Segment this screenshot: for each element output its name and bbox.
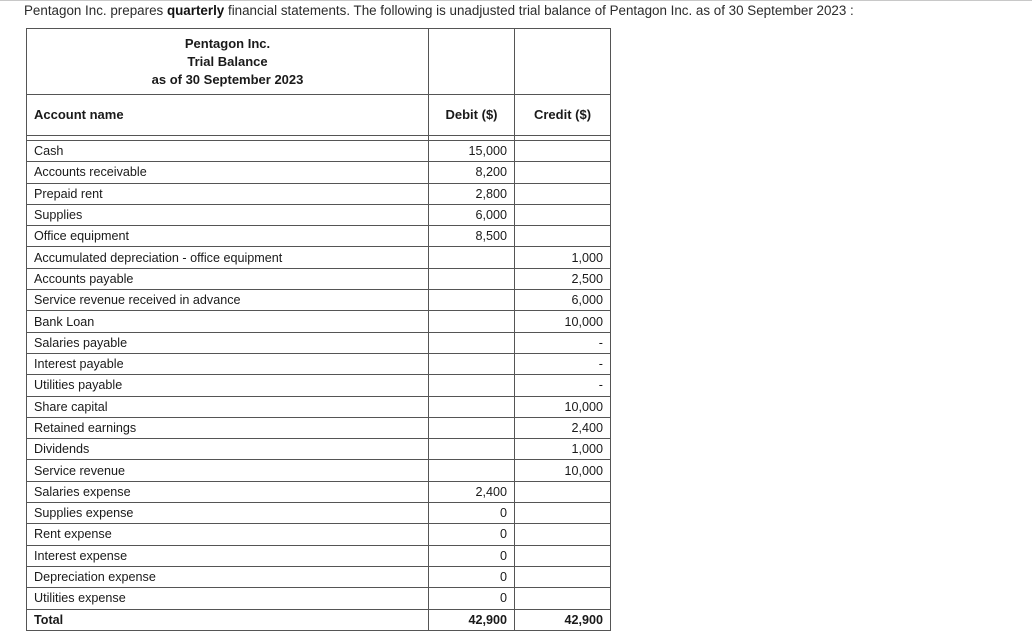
table-title-cell: [27, 29, 429, 95]
debit-cell: [429, 311, 515, 332]
table-row: [27, 524, 611, 545]
debit-cell: [429, 353, 515, 374]
table-title-row: [27, 29, 611, 95]
credit-cell: 1,000: [515, 439, 611, 460]
intro-part2: financial statements. The following is unadjusted trial balance of Pentagon Inc. as of 30 September 2023 :: [224, 3, 854, 18]
debit-cell: [429, 375, 515, 396]
table-row: [27, 162, 611, 183]
statement-date: as of 30 September 2023: [151, 71, 304, 87]
account-name-cell: Interest expense: [27, 545, 429, 566]
account-name-cell: Utilities payable: [27, 375, 429, 396]
credit-cell: [515, 481, 611, 502]
account-name-cell: Supplies expense: [27, 503, 429, 524]
credit-cell: [515, 566, 611, 587]
table-row: [27, 396, 611, 417]
debit-cell: 8,500: [429, 226, 515, 247]
table-row: [27, 417, 611, 438]
credit-cell: [515, 226, 611, 247]
credit-cell: [515, 503, 611, 524]
total-row: [27, 609, 611, 630]
debit-cell: [429, 439, 515, 460]
account-name-cell: Prepaid rent: [27, 183, 429, 204]
trial-balance: [26, 28, 611, 631]
account-name-cell: Accumulated depreciation - office equipment: [27, 247, 429, 268]
account-name-cell: Office equipment: [27, 226, 429, 247]
credit-cell: 10,000: [515, 311, 611, 332]
debit-cell: [429, 247, 515, 268]
account-name-cell: Accounts receivable: [27, 162, 429, 183]
debit-cell: [429, 290, 515, 311]
debit-cell: 0: [429, 566, 515, 587]
debit-cell: [429, 460, 515, 481]
table-row: [27, 460, 611, 481]
account-name-cell: Supplies: [27, 204, 429, 225]
debit-cell: 6,000: [429, 204, 515, 225]
table-row: [27, 247, 611, 268]
account-name-cell: Bank Loan: [27, 311, 429, 332]
credit-header: Credit ($): [515, 95, 611, 136]
account-name-cell: Utilities expense: [27, 588, 429, 609]
debit-cell: 0: [429, 503, 515, 524]
total-debit-cell: 42,900: [429, 609, 515, 630]
debit-header: Debit ($): [429, 95, 515, 136]
credit-cell: 2,500: [515, 268, 611, 289]
title-blank-credit: [515, 29, 611, 95]
credit-cell: -: [515, 375, 611, 396]
table-row: [27, 481, 611, 502]
debit-cell: [429, 268, 515, 289]
table-row: [27, 226, 611, 247]
debit-cell: 15,000: [429, 141, 515, 162]
credit-cell: 2,400: [515, 417, 611, 438]
credit-cell: [515, 524, 611, 545]
debit-cell: [429, 396, 515, 417]
account-name-cell: Service revenue: [27, 460, 429, 481]
table-row: [27, 311, 611, 332]
credit-cell: [515, 183, 611, 204]
intro-bold: quarterly: [166, 3, 225, 18]
debit-cell: 0: [429, 524, 515, 545]
account-name-cell: Rent expense: [27, 524, 429, 545]
account-name-cell: Depreciation expense: [27, 566, 429, 587]
account-name-cell: Interest payable: [27, 353, 429, 374]
statement-name: Trial Balance: [187, 53, 268, 69]
table-row: [27, 588, 611, 609]
table-row: [27, 503, 611, 524]
total-credit-cell: 42,900: [515, 609, 611, 630]
top-border: [0, 0, 1032, 1]
company-name: Pentagon Inc.: [184, 35, 271, 51]
trial-balance-table: [26, 28, 611, 631]
table-row: [27, 545, 611, 566]
table-row: [27, 566, 611, 587]
column-header-row: [27, 95, 611, 136]
account-name-cell: Salaries payable: [27, 332, 429, 353]
account-name-cell: Accounts payable: [27, 268, 429, 289]
table-row: [27, 353, 611, 374]
intro-part1: Pentagon Inc. prepares: [24, 3, 167, 18]
account-name-cell: Retained earnings: [27, 417, 429, 438]
account-name-cell: Dividends: [27, 439, 429, 460]
total-label-cell: Total: [27, 609, 429, 630]
title-blank-debit: [429, 29, 515, 95]
debit-cell: 2,400: [429, 481, 515, 502]
credit-cell: 6,000: [515, 290, 611, 311]
credit-cell: [515, 141, 611, 162]
debit-cell: [429, 417, 515, 438]
table-row: [27, 290, 611, 311]
credit-cell: 1,000: [515, 247, 611, 268]
debit-cell: 0: [429, 588, 515, 609]
table-row: [27, 204, 611, 225]
table-row: [27, 141, 611, 162]
account-name-header: Account name: [27, 95, 429, 136]
table-row: [27, 268, 611, 289]
account-name-cell: Cash: [27, 141, 429, 162]
account-name-cell: Salaries expense: [27, 481, 429, 502]
debit-cell: 8,200: [429, 162, 515, 183]
credit-cell: [515, 204, 611, 225]
account-name-cell: Service revenue received in advance: [27, 290, 429, 311]
debit-cell: 2,800: [429, 183, 515, 204]
credit-cell: -: [515, 332, 611, 353]
credit-cell: 10,000: [515, 460, 611, 481]
debit-cell: 0: [429, 545, 515, 566]
credit-cell: [515, 162, 611, 183]
intro-text: [24, 3, 854, 19]
credit-cell: [515, 545, 611, 566]
table-row: [27, 183, 611, 204]
credit-cell: [515, 588, 611, 609]
table-row: [27, 375, 611, 396]
credit-cell: -: [515, 353, 611, 374]
account-name-cell: Share capital: [27, 396, 429, 417]
table-row: [27, 332, 611, 353]
debit-cell: [429, 332, 515, 353]
table-row: [27, 439, 611, 460]
credit-cell: 10,000: [515, 396, 611, 417]
